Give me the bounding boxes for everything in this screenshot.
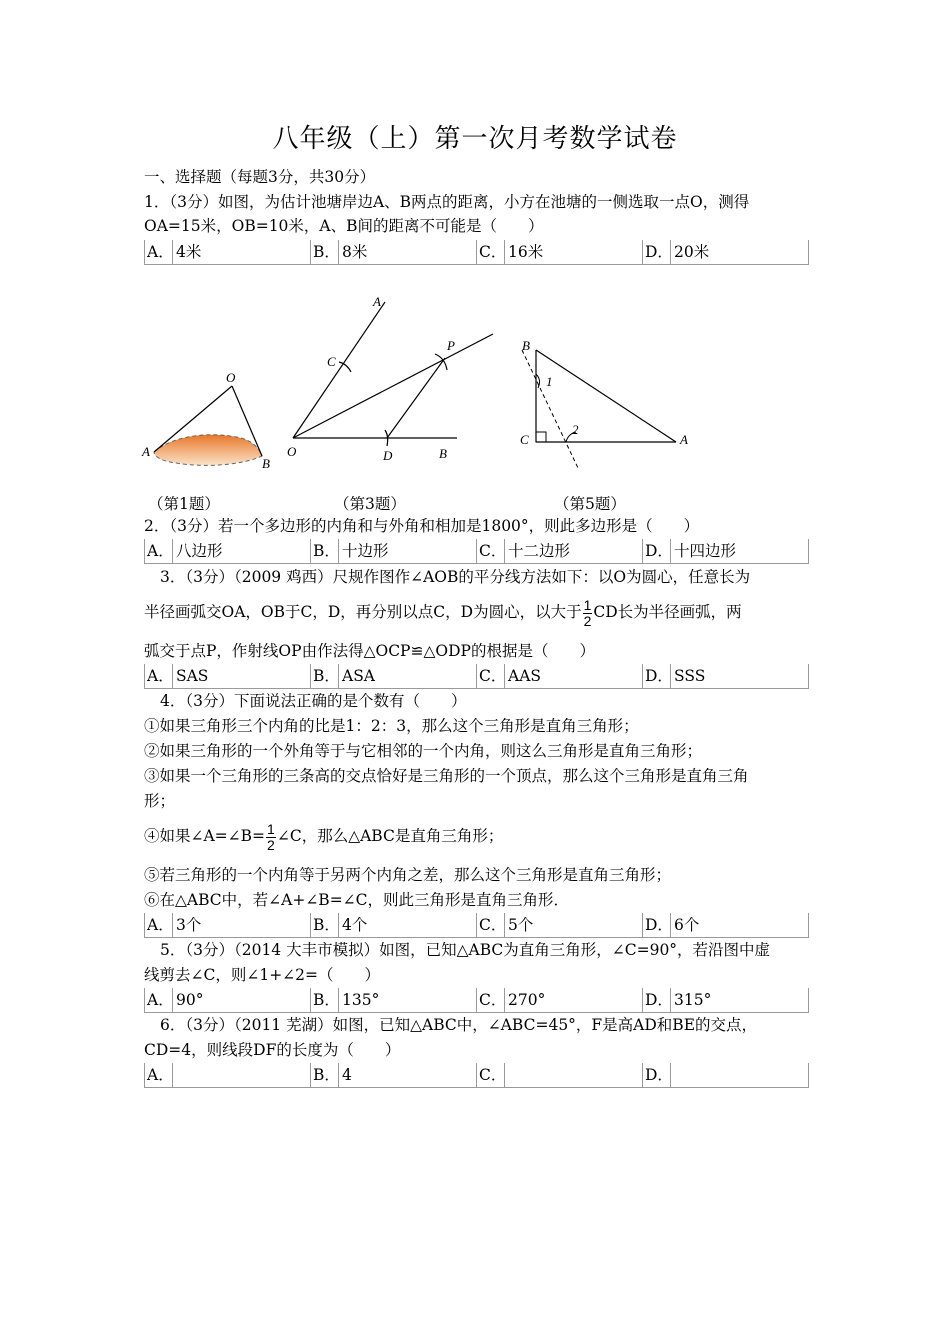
q4-statement-2: ②如果三角形的一个外角等于与它相邻的一个内角，则这么三角形是直角三角形； [144,742,703,760]
option-key: A． [144,913,172,937]
q5-stem-line2: 线剪去∠C，则∠1+∠2=（ ） [144,966,381,984]
q1-option-b[interactable] [310,240,476,264]
q2-stem: 2．（3分）若一个多边形的内角和与外角和相加是1800°，则此多边形是（ ） [144,517,700,535]
section-heading: 一、选择题（每题3分，共30分） [144,168,376,186]
q4-statement-3a: ③如果一个三角形的三条高的交点恰好是三角形的一个顶点，那么这个三角形是直角三角 [144,767,749,785]
q4-option-b[interactable] [310,913,476,937]
option-value: 16米 [504,240,642,264]
fraction-denominator: 2 [267,836,275,853]
q3-option-c[interactable] [476,664,642,688]
q3-option-d[interactable] [642,664,808,688]
fig3-label-d: D [383,448,393,463]
q1-option-d[interactable] [642,240,808,264]
fig1-caption: （第1题） [148,495,220,513]
q5-option-c[interactable] [476,988,642,1012]
q6-option-d[interactable] [642,1063,808,1087]
fig5-caption: （第5题） [554,495,626,513]
option-value: 5个 [504,913,642,937]
q5-options [144,988,809,1013]
q5-stem-line1: 5．（3分）（2014 大丰市模拟）如图，已知△ABC为直角三角形，∠C=90°，若沿图中虚 [160,941,771,959]
option-key: C． [476,913,504,937]
q3-option-a[interactable] [144,664,310,688]
q5-option-d[interactable] [642,988,808,1012]
q6-option-a[interactable] [144,1063,310,1087]
figure-q5 [510,330,700,470]
page-title: 八年级（上）第一次月考数学试卷 [272,124,678,154]
option-key: C． [476,664,504,688]
q4-statement-4a: ④如果∠A=∠B= [144,827,266,845]
option-value: 十四边形 [670,539,808,563]
option-key: B． [310,988,338,1012]
option-value: 3个 [172,913,310,937]
q4-statement-1: ①如果三角形三个内角的比是1：2：3，那么这个三角形是直角三角形； [144,717,639,735]
fig5-label-1: 1 [546,374,553,389]
fig3-label-b: B [439,446,447,461]
q4-statement-4b: ∠C，那么△ABC是直角三角形； [276,827,504,845]
option-value: 6个 [670,913,808,937]
option-value: 4米 [172,240,310,264]
option-key: D． [642,240,670,264]
option-value: ASA [338,664,476,688]
option-key: B． [310,240,338,264]
option-value: 4个 [338,913,476,937]
q2-option-c[interactable] [476,539,642,563]
option-value: 十二边形 [504,539,642,563]
q3-fraction [583,598,593,629]
option-value: SAS [172,664,310,688]
q3-stem-line2b: CD长为半径画弧，两 [593,603,742,621]
q4-statement-6: ⑥在△ABC中，若∠A+∠B=∠C，则此三角形是直角三角形． [144,891,570,909]
fig3-label-p: P [447,338,455,353]
q2-option-b[interactable] [310,539,476,563]
q3-stem-line1: 3．（3分）（2009 鸡西）尺规作图作∠AOB的平分线方法如下：以O为圆心，任意长为 [160,568,751,586]
fig5-label-2: 2 [572,422,579,437]
q1-stem-line1: 1．（3分）如图，为估计池塘岸边A、B两点的距离，小方在池塘的一侧选取一点O，测得 [144,193,750,211]
option-value: SSS [670,664,808,688]
option-key: D． [642,988,670,1012]
option-value: 8米 [338,240,476,264]
option-key: A． [144,240,172,264]
q5-option-b[interactable] [310,988,476,1012]
option-value: 4 [338,1063,476,1087]
fraction-numerator: 1 [583,596,592,613]
option-key: C． [476,539,504,563]
option-key: A． [144,1063,172,1087]
option-key: A． [144,539,172,563]
fig1-label-a: A [142,444,150,459]
option-key: D． [642,664,670,688]
option-value: 270° [504,988,642,1012]
option-key: D． [642,1063,670,1087]
q5-option-a[interactable] [144,988,310,1012]
fig1-label-o: O [226,370,236,385]
fig3-label-a: A [373,294,381,309]
q2-option-a[interactable] [144,539,310,563]
option-value: 20米 [670,240,808,264]
fig5-label-b: B [522,338,530,353]
q3-stem-line3: 弧交于点P，作射线OP由作法得△OCP≌△ODP的根据是（ ） [144,642,595,660]
option-value: 90° [172,988,310,1012]
option-key: C． [476,988,504,1012]
fraction-numerator: 1 [267,820,275,837]
option-value: AAS [504,664,642,688]
q6-option-c[interactable] [476,1063,642,1087]
option-value [670,1063,808,1087]
figure-q3 [285,292,500,472]
q2-options [144,539,809,564]
q4-option-c[interactable] [476,913,642,937]
option-key: B． [310,539,338,563]
option-key: B． [310,1063,338,1087]
option-value [504,1063,642,1087]
q1-stem-line2: OA=15米，OB=10米，A、B间的距离不可能是（ ） [144,217,544,235]
option-value: 十边形 [338,539,476,563]
q4-options [144,913,809,938]
fraction-denominator: 2 [583,612,592,629]
option-key: A． [144,664,172,688]
q2-option-d[interactable] [642,539,808,563]
fig5-label-a: A [680,432,688,447]
option-key: A． [144,988,172,1012]
option-key: C． [476,1063,504,1087]
q3-options [144,664,809,689]
q1-options [144,240,809,265]
option-value [172,1063,310,1087]
fig3-label-c: C [327,354,336,369]
q4-fraction [266,822,276,853]
fig3-label-o: O [287,444,297,459]
option-value: 八边形 [172,539,310,563]
q4-statement-4 [144,820,812,852]
option-value: 135° [338,988,476,1012]
option-key: B． [310,664,338,688]
option-key: D． [642,913,670,937]
figure-q1 [140,360,280,475]
q4-option-d[interactable] [642,913,808,937]
fig5-label-c: C [520,432,529,447]
q1-option-c[interactable] [476,240,642,264]
option-key: C． [476,240,504,264]
q1-option-a[interactable] [144,240,310,264]
q3-option-b[interactable] [310,664,476,688]
q6-options [144,1063,809,1088]
q4-option-a[interactable] [144,913,310,937]
q6-stem-line1: 6．（3分）（2011 芜湖）如图，已知△ABC中，∠ABC=45°，F是高AD和BE的交点， [160,1016,758,1034]
q4-stem: 4．（3分）下面说法正确的是个数有（ ） [160,692,467,710]
fig3-caption: （第3题） [334,495,406,513]
q4-statement-3b: 形； [144,792,176,810]
option-value: 315° [670,988,808,1012]
q3-stem-line2a: 半径画弧交OA，OB于C，D，再分别以点C，D为圆心，以大于 [144,603,582,621]
q4-statement-5: ⑤若三角形的一个内角等于另两个内角之差，那么这个三角形是直角三角形； [144,866,672,884]
option-key: D． [642,539,670,563]
q6-stem-line2: CD=4，则线段DF的长度为（ ） [144,1041,401,1059]
q3-stem-line2 [144,597,812,627]
q6-option-b[interactable] [310,1063,476,1087]
option-key: B． [310,913,338,937]
fig1-label-b: B [262,456,270,471]
